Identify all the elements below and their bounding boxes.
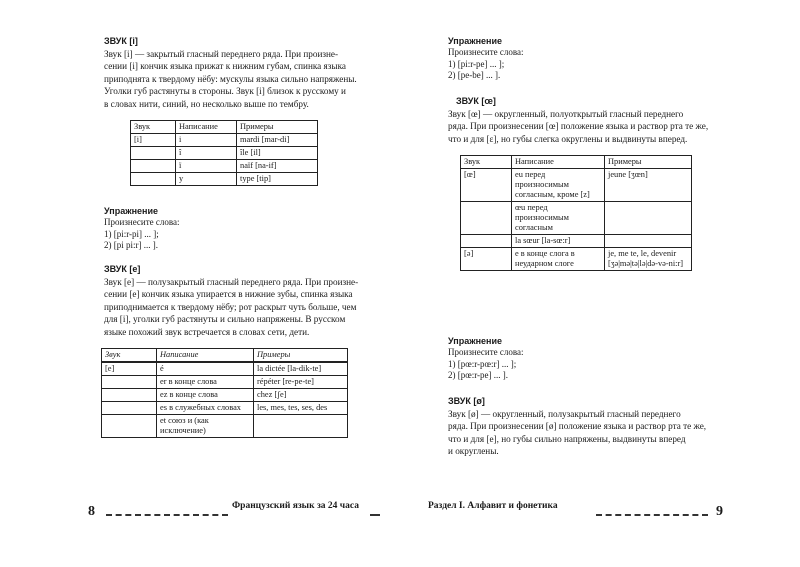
table-cell: jeune [ʒœn] [605,169,692,202]
table-header-row [461,156,692,169]
text-line: в словах нити, синий, но несколько выше по тембру. [104,98,309,109]
section-heading-i: ЗВУК [i] [104,36,138,46]
table-cell: ï [176,160,237,173]
table-cell [102,415,157,438]
table-cell: i [176,134,237,147]
text-line: приподнята к твердому нёбу: мускулы языка сильно напряжены. [104,73,357,84]
text-line: Звук [i] — закрытый гласный переднего ряда. При произне- [104,49,339,59]
table-row [131,173,318,186]
table-row [102,415,348,438]
text-line: и округлены. [448,446,499,457]
section-text-e [104,276,394,338]
table-row [461,202,692,235]
footer-title: Раздел I. Алфавит и фонетика [428,501,558,511]
exercise-text [448,47,698,82]
table-cell: eu перед произносимым согласным, кроме [z] [512,169,605,202]
table-cell: [e] [102,362,157,376]
table-cell [461,202,512,235]
text-line: ряда. При произнесении [ø] положение языка и раствор рта те же, [448,421,707,432]
text-line: что и для [e], но губы сильно напряжены, выдвинуты вперед [448,433,686,444]
table-row [102,389,348,402]
text-line: 2) [pœ:r-pe] ... ]. [448,370,509,380]
table-cell [102,402,157,415]
exercise-text [448,347,698,382]
table-header-row [131,121,318,134]
footer-rule [106,514,228,516]
section-text-i [104,48,394,110]
table-cell: î [176,147,237,160]
text-line: сении [e] кончик языка упирается в нижние зубы, спинка языка [104,289,353,300]
table-header: Написание [157,349,254,363]
table-row [131,134,318,147]
table-sound-i [130,120,318,186]
text-line: 1) [pi:r-pi] ... ]; [104,228,159,239]
table-cell [102,376,157,389]
table-cell [131,147,176,160]
table-header: Написание [176,121,237,134]
section-text-o [448,408,758,458]
table-header: Примеры [237,121,318,134]
page-number: 9 [716,504,723,519]
table-cell [131,173,176,186]
table-cell: type [tip] [237,173,318,186]
table-cell: naïf [na-if] [237,160,318,173]
table-header: Примеры [605,156,692,169]
text-line: Произнесите слова: [104,217,180,227]
section-heading-oe: ЗВУК [œ] [456,96,496,106]
table-cell: [i] [131,134,176,147]
table-cell: é [157,362,254,376]
table-cell [131,160,176,173]
text-line: Произнесите слова: [448,347,524,357]
table-cell: chez [ʃe] [254,389,348,402]
table-cell: et союз и (как исключение) [157,415,254,438]
right-page [400,0,800,567]
table-cell: e в конце слога в неударном слоге [512,248,605,271]
table-row [131,160,318,173]
table-sound-oe [460,155,692,271]
table-header: Написание [512,156,605,169]
table-cell [605,202,692,235]
footer-title: Французский язык за 24 часа [232,501,359,511]
table-cell: la sœur [la-sœ:r] [512,235,605,248]
text-line: Звук [e] — полузакрытый гласный переднего ряда. При произне- [104,277,359,287]
text-line: Произнесите слова: [448,47,524,57]
exercise-title: Упражнение [448,36,502,46]
text-line: Звук [ø] — округленный, полузакрытый гласный переднего [448,409,681,419]
text-line: приподнимается к твердому нёбу; рот раскрыт чуть больше, чем [104,301,357,312]
exercise-title: Упражнение [448,336,502,346]
exercise-title: Упражнение [104,206,158,216]
table-cell: œu перед произносимым согласным [512,202,605,235]
page-number: 8 [88,504,95,519]
table-cell: je, me te, le, devenir [ʒə|mə|tə|lə|də-və-ni:r] [605,248,692,271]
table-cell [254,415,348,438]
exercise-text [104,217,354,252]
section-text-oe [448,108,748,145]
table-row [102,402,348,415]
section-heading-e: ЗВУК [e] [104,264,141,274]
table-row [461,169,692,202]
table-row [131,147,318,160]
table-cell: la dictée [la-dik-te] [254,362,348,376]
section-heading-o: ЗВУК [ø] [448,396,485,406]
text-line: 1) [pi:r-pe] ... ]; [448,58,505,69]
text-line: Звук [œ] — округленный, полуоткрытый гласный переднего [448,109,684,119]
text-line: 1) [pœ:r-pœ:r] ... ]; [448,358,517,369]
text-line: 2) [pe-be] ... ]. [448,70,501,80]
text-line: сении [i] кончик языка прижат к нижним губам, спинка языка [104,61,346,72]
table-cell: île [il] [237,147,318,160]
text-line: что и для [ɛ], но губы слегка округлены и выдвинуты вперед. [448,133,688,144]
table-header: Звук [461,156,512,169]
table-sound-e [101,348,348,438]
table-cell [461,235,512,248]
text-line: Уголки губ растянуты в стороны. Звук [i] близок к русскому и [104,86,346,97]
footer-rule [370,514,380,516]
table-cell: [ə] [461,248,512,271]
table-cell: [œ] [461,169,512,202]
table-cell: er в конце слова [157,376,254,389]
table-row [461,248,692,271]
text-line: для [i], уголки губ растянуты и сильно напряжены. В русском [104,314,346,325]
table-row [461,235,692,248]
table-cell: ez в конце слова [157,389,254,402]
table-cell [605,235,692,248]
table-cell [102,389,157,402]
table-header: Звук [131,121,176,134]
table-cell: répéter [re-pe-te] [254,376,348,389]
table-header-row [102,349,348,363]
text-line: языке похожий звук встречается в словах сети, дети. [104,326,310,337]
table-row [102,362,348,376]
text-line: ряда. При произнесении [œ] положение языка и раствор рта те же, [448,121,709,132]
table-cell: y [176,173,237,186]
table-header: Примеры [254,349,348,363]
footer-rule [596,514,708,516]
table-header: Звук [102,349,157,363]
text-line: 2) [pi pi:r] ... ]. [104,240,158,250]
table-cell: les, mes, tes, ses, des [254,402,348,415]
table-cell: mardi [mar-di] [237,134,318,147]
table-cell: es в служебных словах [157,402,254,415]
table-row [102,376,348,389]
